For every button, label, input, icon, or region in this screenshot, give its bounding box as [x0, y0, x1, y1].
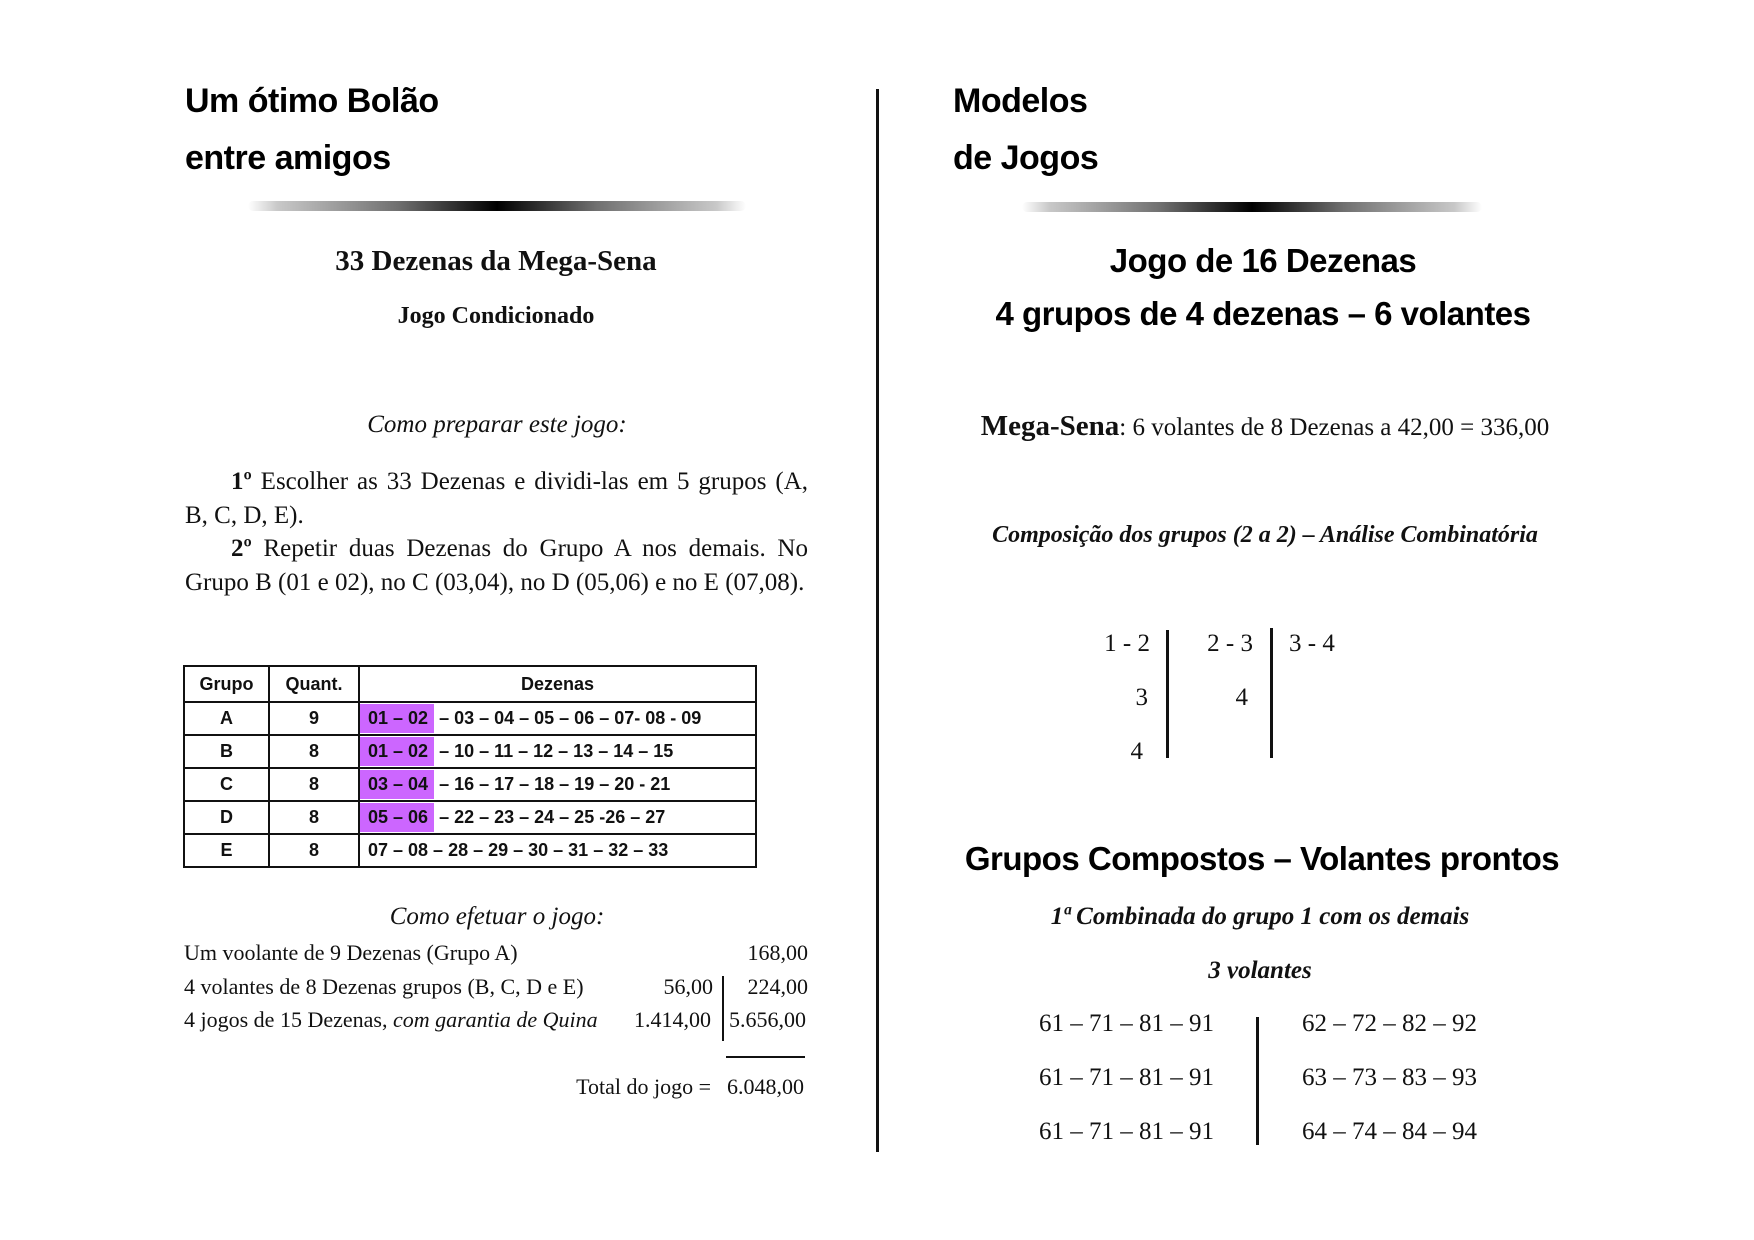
subtitle: 33 Dezenas da Mega-Sena	[335, 245, 657, 277]
header-dezenas: Dezenas	[359, 666, 756, 702]
table-row	[184, 801, 756, 834]
left-title-line1: Um ótimo Bolão	[185, 82, 439, 120]
cost-total-2: 224,00	[747, 974, 808, 999]
dezenas-rest: – 22 – 23 – 24 – 25 -26 – 27	[434, 807, 666, 827]
subtitle-jogo-condicionado: Jogo Condicionado	[397, 303, 595, 329]
volante-left-2: 61 – 71 – 81 – 91	[1039, 1064, 1214, 1091]
groups-table	[183, 665, 757, 868]
page-divider	[876, 89, 879, 1152]
step-1-text: Escolher as 33 Dezenas e dividi-las em 5 grupos (A, B, C, D, E).	[185, 468, 808, 529]
composition-heading: Composição dos grupos (2 a 2) – Análise Combinatória	[992, 522, 1538, 548]
right-title-line2: de Jogos	[953, 139, 1099, 177]
volante-left-1: 61 – 71 – 81 – 91	[1039, 1010, 1214, 1037]
volantes-count: 3 volantes	[1208, 957, 1312, 984]
highlighted-dezenas: 01 – 02	[360, 704, 434, 733]
step-1	[185, 465, 808, 532]
cell-grupo: A	[184, 702, 269, 735]
total-label: Total do jogo =	[576, 1074, 711, 1099]
cell-grupo: C	[184, 768, 269, 801]
composed-heading: Grupos Compostos – Volantes prontos	[964, 840, 1560, 877]
comb-col1-row3: 4	[1130, 738, 1143, 765]
cell-quant: 8	[269, 735, 359, 768]
prep-heading: Como preparar este jogo:	[367, 411, 627, 438]
volante-right-2: 63 – 73 – 83 – 93	[1302, 1064, 1477, 1091]
heading-jogo-16-dezenas: Jogo de 16 Dezenas	[1109, 242, 1417, 279]
cell-quant: 8	[269, 768, 359, 801]
cell-dezenas	[359, 801, 756, 834]
combined-subheading: 1ª Combinada do grupo 1 com os demais	[1050, 903, 1470, 930]
sum-line	[726, 1056, 805, 1058]
cell-dezenas	[359, 702, 756, 735]
cost-desc-3	[184, 1007, 598, 1033]
cost-desc-3-italic: com garantia de Quina	[392, 1007, 598, 1032]
total-value: 6.048,00	[727, 1074, 804, 1099]
step-2-text: Repetir duas Dezenas do Grupo A nos demais. No Grupo B (01 e 02), no C (03,04), no D (05,06) e no E (07,08).	[185, 535, 808, 596]
table-row	[184, 702, 756, 735]
decorative-gradient-bar	[248, 201, 746, 211]
volante-left-3: 61 – 71 – 81 – 91	[1039, 1118, 1214, 1145]
comb-col3-row1: 3 - 4	[1289, 630, 1335, 657]
table-header-row	[184, 666, 756, 702]
cell-quant: 8	[269, 834, 359, 867]
volante-right-3: 64 – 74 – 84 – 94	[1302, 1118, 1477, 1145]
comb-col1-row2: 3	[1135, 684, 1148, 711]
comb-col1-row1: 1 - 2	[1104, 630, 1150, 657]
comb-col2-row2: 4	[1235, 684, 1248, 711]
header-grupo: Grupo	[184, 666, 269, 702]
dezenas-rest: – 16 – 17 – 18 – 19 – 20 - 21	[434, 774, 671, 794]
step-2-ordinal: 2º	[231, 535, 252, 562]
mega-sena-label: Mega-Sena	[980, 410, 1120, 442]
header-quant: Quant.	[269, 666, 359, 702]
cost-unit-2: 56,00	[663, 974, 713, 999]
cell-grupo: D	[184, 801, 269, 834]
execute-heading: Como efetuar o jogo:	[389, 903, 605, 930]
dezenas-rest: – 03 – 04 – 05 – 06 – 07- 08 - 09	[434, 708, 702, 728]
step-1-ordinal: 1º	[231, 468, 252, 495]
heading-4-grupos: 4 grupos de 4 dezenas – 6 volantes	[995, 295, 1531, 332]
highlighted-dezenas: 03 – 04	[360, 770, 434, 799]
right-title-line1: Modelos	[953, 82, 1088, 120]
cell-grupo: E	[184, 834, 269, 867]
cost-desc-2: 4 volantes de 8 Dezenas grupos (B, C, D e E)	[184, 974, 584, 999]
cost-unit-3: 1.414,00	[634, 1007, 711, 1032]
mega-sena-text: : 6 volantes de 8 Dezenas a 42,00 = 336,00	[1119, 414, 1550, 441]
step-2	[185, 532, 808, 599]
comb-col2-row1: 2 - 3	[1207, 630, 1253, 657]
table-row	[184, 735, 756, 768]
cost-desc-3-text: 4 jogos de 15 Dezenas,	[184, 1007, 393, 1032]
cell-quant: 9	[269, 702, 359, 735]
cost-total-3: 5.656,00	[729, 1007, 806, 1032]
table-row	[184, 768, 756, 801]
table-row	[184, 834, 756, 867]
comb-divider-1	[1166, 630, 1169, 758]
decorative-gradient-bar	[1022, 202, 1482, 212]
cell-dezenas	[359, 834, 756, 867]
left-title-line2: entre amigos	[185, 139, 391, 177]
cell-dezenas	[359, 735, 756, 768]
prep-steps	[185, 465, 808, 599]
cost-desc-1: Um voolante de 9 Dezenas (Grupo A)	[184, 940, 518, 965]
cell-dezenas	[359, 768, 756, 801]
volante-right-1: 62 – 72 – 82 – 92	[1302, 1010, 1477, 1037]
highlighted-dezenas: 05 – 06	[360, 803, 434, 832]
cost-column-divider	[722, 976, 724, 1041]
dezenas-rest: – 10 – 11 – 12 – 13 – 14 – 15	[434, 741, 674, 761]
dezenas-rest: 07 – 08 – 28 – 29 – 30 – 31 – 32 – 33	[368, 840, 669, 860]
highlighted-dezenas: 01 – 02	[360, 737, 434, 766]
mega-sena-line	[981, 410, 1550, 443]
volantes-divider	[1256, 1017, 1259, 1145]
cost-total-1: 168,00	[747, 940, 808, 965]
comb-divider-2	[1270, 628, 1273, 758]
cell-grupo: B	[184, 735, 269, 768]
cell-quant: 8	[269, 801, 359, 834]
